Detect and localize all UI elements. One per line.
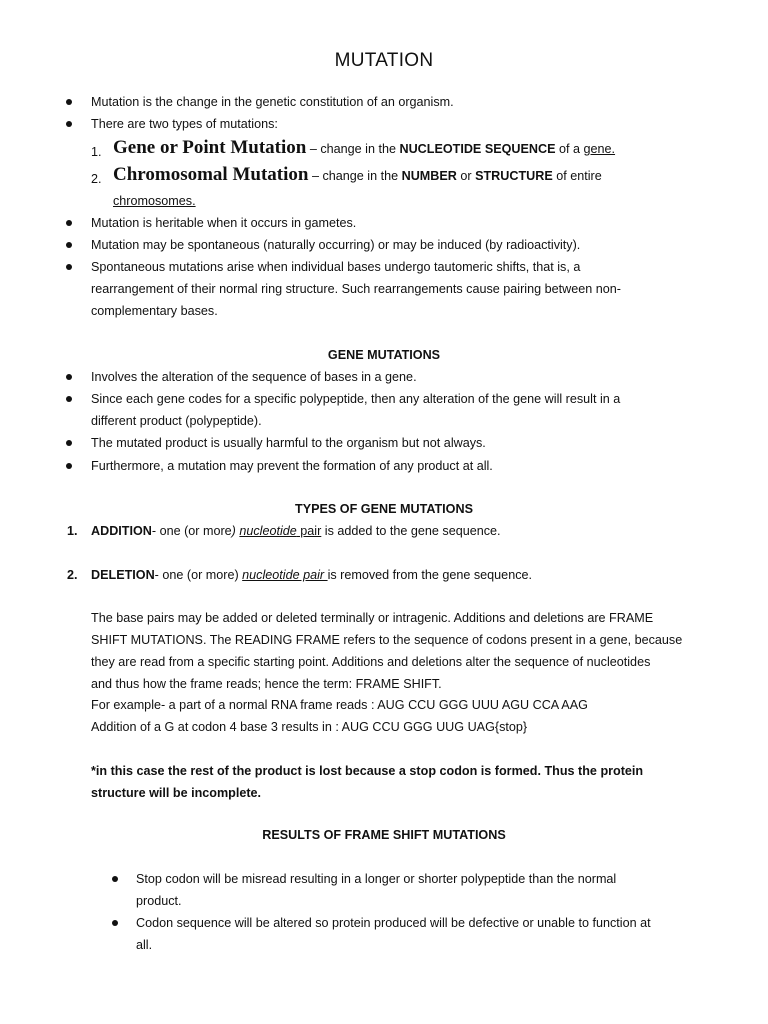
addition-text: ): [231, 524, 240, 538]
page-title: MUTATION: [334, 50, 434, 71]
frame-shift-para-line-4: and thus how the frame reads; hence the term: FRAME SHIFT.: [91, 677, 442, 691]
type-text: of entire: [552, 169, 602, 183]
addition-item: [91, 520, 501, 542]
frame-shift-addition-line: Addition of a G at codon 4 base 3 results in : AUG CCU GGG UUG UAG{stop}: [91, 720, 528, 734]
bullet-icon: [112, 920, 118, 926]
type-name-gene: Gene or Point Mutation: [113, 137, 307, 158]
deletion-text: - one (or more): [154, 568, 243, 582]
addition-label: ADDITION: [91, 524, 152, 538]
type-text: – change in the: [308, 169, 402, 183]
type-keyword: NUMBER: [401, 169, 457, 183]
intro-bullet-1: Mutation is the change in the genetic constitution of an organism.: [91, 95, 454, 109]
type-text: of a: [555, 142, 584, 156]
type-text: – change in the: [306, 142, 400, 156]
intro-bullet-5-line-1: Spontaneous mutations arise when individual bases undergo tautomeric shifts, that is, a: [91, 260, 581, 274]
intro-bullet-3: Mutation is heritable when it occurs in gametes.: [91, 216, 357, 230]
bullet-icon: [66, 374, 72, 380]
bullet-icon: [66, 220, 72, 226]
frame-shift-para-line-2: SHIFT MUTATIONS. The READING FRAME refers to the sequence of codons present in a gene, because: [91, 633, 683, 647]
bullet-icon: [66, 264, 72, 270]
gene-bullet-1: Involves the alteration of the sequence of bases in a gene.: [91, 370, 417, 384]
type-item-2-continuation: chromosomes.: [113, 194, 196, 208]
deletion-item: [91, 564, 532, 586]
bullet-icon: [112, 876, 118, 882]
addition-text: - one (or more: [151, 524, 232, 538]
bullet-icon: [66, 463, 72, 469]
addition-number: 1.: [67, 524, 78, 538]
type-text: or: [456, 169, 476, 183]
bullet-icon: [66, 396, 72, 402]
type-item-1: [113, 137, 615, 160]
bullet-icon: [66, 99, 72, 105]
results-bullet-2-line-2: all.: [136, 938, 153, 952]
gene-bullet-3: The mutated product is usually harmful to the organism but not always.: [91, 436, 486, 450]
deletion-number: 2.: [67, 568, 78, 582]
note-line-2: structure will be incomplete.: [91, 786, 262, 800]
bullet-icon: [66, 121, 72, 127]
type-number-1: 1.: [91, 145, 102, 159]
addition-term: pair: [296, 524, 322, 538]
intro-bullet-5-line-3: complementary bases.: [91, 304, 218, 318]
section-heading-results: RESULTS OF FRAME SHIFT MUTATIONS: [262, 828, 506, 842]
results-bullet-1-line-1: Stop codon will be misread resulting in a longer or shorter polypeptide than the normal: [136, 872, 617, 886]
section-heading-gene-mutations: GENE MUTATIONS: [327, 348, 441, 362]
type-item-2: [113, 164, 602, 187]
frame-shift-para-line-1: The base pairs may be added or deleted terminally or intragenic. Additions and deletions are FRAME: [91, 611, 654, 625]
bullet-icon: [66, 440, 72, 446]
frame-shift-example-line: For example- a part of a normal RNA frame reads : AUG CCU GGG UUU AGU CCA AAG: [91, 698, 588, 712]
type-name-chromosomal: Chromosomal Mutation: [113, 164, 309, 185]
section-heading-types: TYPES OF GENE MUTATIONS: [295, 502, 473, 516]
bullet-icon: [66, 242, 72, 248]
intro-bullet-5-line-2: rearrangement of their normal ring structure. Such rearrangements cause pairing between non-: [91, 282, 621, 296]
frame-shift-para-line-3: they are read from a specific starting point. Additions and deletions alter the sequence of nucleotides: [91, 655, 651, 669]
type-number-2: 2.: [91, 172, 102, 186]
gene-bullet-4: Furthermore, a mutation may prevent the formation of any product at all.: [91, 459, 493, 473]
results-bullet-1-line-2: product.: [136, 894, 182, 908]
type-keyword: STRUCTURE: [475, 169, 553, 183]
deletion-text: is removed from the gene sequence.: [327, 568, 532, 582]
deletion-term: nucleotide pair: [242, 568, 328, 582]
type-underlined: gene.: [583, 142, 616, 156]
deletion-label: DELETION: [91, 568, 155, 582]
addition-term: nucleotide: [239, 524, 297, 538]
intro-bullet-2: There are two types of mutations:: [91, 117, 278, 131]
gene-bullet-2-line-2: different product (polypeptide).: [91, 414, 262, 428]
addition-text: is added to the gene sequence.: [321, 524, 501, 538]
note-line-1: *in this case the rest of the product is lost because a stop codon is formed. Thus the protein: [91, 764, 644, 778]
intro-bullet-4: Mutation may be spontaneous (naturally occurring) or may be induced (by radioactivity).: [91, 238, 581, 252]
gene-bullet-2-line-1: Since each gene codes for a specific polypeptide, then any alteration of the gene will result in a: [91, 392, 621, 406]
type-keyword: NUCLEOTIDE SEQUENCE: [399, 142, 556, 156]
results-bullet-2-line-1: Codon sequence will be altered so protein produced will be defective or unable to function at: [136, 916, 651, 930]
